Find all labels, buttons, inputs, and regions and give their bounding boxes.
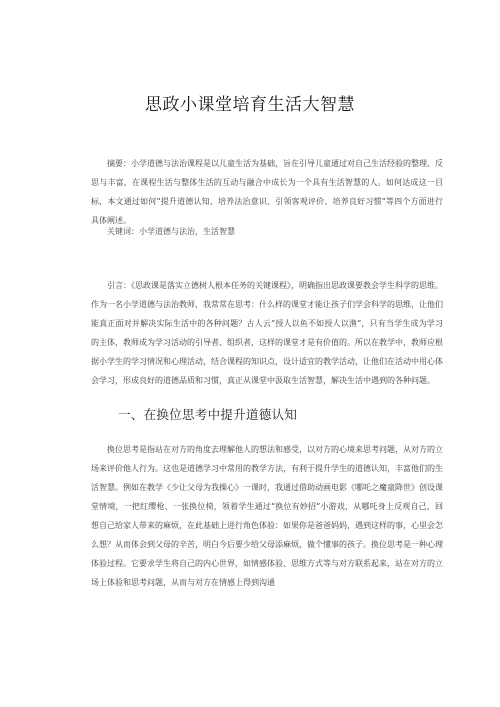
keywords-line: 关键词：小学道德与法治，生活智慧 — [107, 227, 235, 236]
abstract-paragraph: 摘要：小学道德与法治课程是以儿童生活为基础，旨在引导儿童通过对自己生活经验的整理、反思与丰富，在课程生活与整体生活的互动与融合中成长为一个具有生活智慧的人。如何达成这一目标，本文通过如何“提升道德认知、培养法治意识、引领客观评价、培养良好习惯”等四个方面进行具体阐述。 — [91, 159, 443, 225]
section-heading: 一、在换位思考中提升道德认知 — [118, 407, 298, 422]
section-body-paragraph: 换位思考是指站在对方的角度去理解他人的想法和感受，以对方的心境来思考问题，从对方的立场来评价他人行为。这也是道德学习中常用的教学方法，有利于提升学生的道德认知，丰富他们的生活智慧。例如在教学《少让父母为我操心》一课时，我通过借助动画电影《哪吒之魔童降世》创设课堂情境，一把红缨枪、一张换位椅，领着学生通过“换位有妙招”小游戏，从哪吒身上反观自己，回想自己给家人带来的麻烦，在此基础上进行角色体验：如果你是爸爸妈妈，遇到这样的事，心里会怎么想？从而体会到父母的辛苦，明白今后要少给父母添麻烦，做个懂事的孩子。换位思考是一种心理体验过程。它要求学生将自己的内心世界，如情感体验、思维方式等与对方联系起来，站在对方的立场上体验和思考问题，从而与对方在情感上得到沟通 — [91, 445, 443, 587]
paper-title: 思政小课堂培育生活大智慧 — [145, 95, 355, 115]
introduction-paragraph: 引言：《思政课是落实立德树人根本任务的关键课程》，明确指出思政课要教会学生科学的思维。作为一名小学道德与法治教师，我常常在思考：什么样的课堂才能让孩子们学会科学的思维，让他们能真正面对并解决实际生活中的各种问题？古人云“授人以鱼不如授人以渔”，只有当学生成为学习的主体，教师成为学习活动的引导者、组织者，这样的课堂才是有价值的。所以在教学中，教师应根据小学生的学习情况和心理活动，结合课程的知识点，设计适宜的教学活动，让他们在活动中用心体会学习，形成良好的道德品质和习惯，真正从课堂中汲取生活智慧，解决生活中遇到的各种问题。 — [91, 281, 443, 385]
